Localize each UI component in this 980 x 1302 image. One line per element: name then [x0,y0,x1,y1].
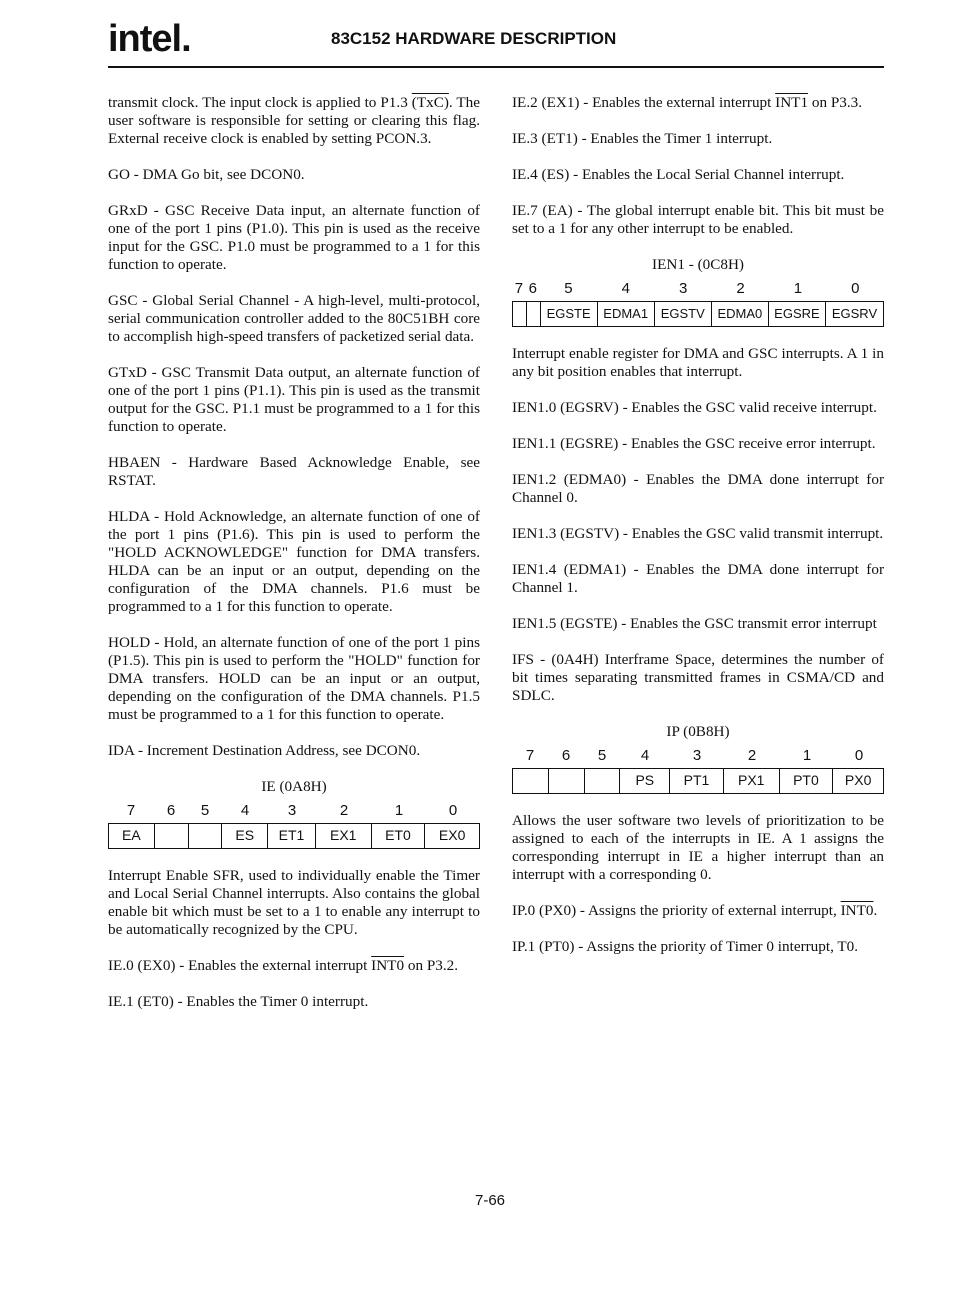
ip-cell: PT1 [670,769,724,793]
ien1-bit-number: 4 [621,280,630,297]
paragraph-ip-description: Allows the user software two levels of prioritization to be assigned to each of the interrupts in IE. A 1 assigns the corresponding interrupt in IE a higher interrupt than an interrupt with a corresponding 0. [512,812,884,883]
ie-bit-number: 0 [448,802,458,819]
ie-cell: ET1 [268,824,316,848]
paragraph-ien1-4: IEN1.4 (EDMA1) - Enables the DMA done interrupt for Channel 1. [512,561,884,596]
int1-signal: INT1 [775,94,809,111]
ie-register-title: IE (0A8H) [261,778,327,795]
paragraph-ien1-0: IEN1.0 (EGSRV) - Enables the GSC valid receive interrupt. [512,399,877,416]
ien1-cell: EGSRE [769,302,826,326]
paragraph-ien1-1: IEN1.1 (EGSRE) - Enables the GSC receive error interrupt. [512,435,876,452]
ien1-bit-number: 0 [851,280,860,297]
ip-bit-number: 4 [640,747,650,764]
ip-cell [549,769,585,793]
paragraph-ien1-description: Interrupt enable register for DMA and GSC interrupts. A 1 in any bit position enables that interrupt. [512,345,884,380]
ien1-bit-number: 2 [736,280,745,297]
intel-logo: intel. [108,18,191,60]
ie-cell: EA [109,824,155,848]
ien1-bit-number: 5 [564,280,573,297]
ie-bit-number: 7 [126,802,136,819]
paragraph-ip1: IP.1 (PT0) - Assigns the priority of Timer 0 interrupt, T0. [512,938,859,955]
ip-register-cells [512,768,884,794]
paragraph-gsc: GSC - Global Serial Channel - A high-level, multi-protocol, serial communication controller added to the 80C51BH core to accomplish high-speed transfers of packetized serial data. [108,292,480,345]
ien1-cell [513,302,527,326]
ip-cell: PS [620,769,670,793]
ien1-cell: EDMA0 [712,302,769,326]
paragraph-grxd: GRxD - GSC Receive Data input, an alternate function of one of the port 1 pins (P1.0). This pin is used as the receive input for the GSC. P1.0 must be programmed to a 1 for this function to operate. [108,202,480,273]
ip-cell: PX0 [844,772,872,788]
ie-cell: ET0 [372,824,426,848]
ie-cell [189,824,223,848]
paragraph-gtxd: GTxD - GSC Transmit Data output, an alternate function of one of the port 1 pins (P1.1). This pin is used as the transmit output for the GSC. P1.1 must be programmed to a 1 for this function to operate. [108,364,480,435]
ie-register-cells [108,823,480,849]
int0-signal: INT0 [371,957,405,974]
paragraph-ie3: IE.3 (ET1) - Enables the Timer 1 interrupt. [512,130,773,147]
ip-register-title: IP (0B8H) [666,723,730,740]
left-column [108,94,480,1029]
paragraph-ien1-5: IEN1.5 (EGSTE) - Enables the GSC transmit error interrupt [512,615,877,632]
paragraph-hold: HOLD - Hold, an alternate function of one of the port 1 pins (P1.5). This pin is used to perform the "HOLD" function for DMA transfers. HOLD can be an input or an output, depending on the configuration of the DMA channels. P1.5 must be programmed to a 1 for this function to operate. [108,634,480,723]
right-column [512,94,884,974]
paragraph-ie-description: Interrupt Enable SFR, used to individually enable the Timer and Local Serial Channel interrupts. Also contains the global enable bit which must be set to a 1 to enable any interrupt to be automatically recognized by the CPU. [108,867,480,938]
ien1-bit-number: 1 [793,280,803,297]
page-number: 7-66 [474,1192,506,1209]
ie-bit-number: 6 [166,802,176,819]
ie-bit-number: 3 [287,802,297,819]
ie-bit-number: 5 [200,802,210,819]
ip-bit-numbers [512,747,884,765]
ien1-cell: EGSTE [541,302,598,326]
ien1-bit-number: 6 [528,280,537,297]
paragraph-ie2: IE.2 (EX1) - Enables the external interrupt INT1 on P3.3. [512,94,863,111]
ien1-cell: EDMA1 [598,302,655,326]
ie-bit-number: 1 [394,802,404,819]
page-header-title: 83C152 HARDWARE DESCRIPTION [331,29,617,48]
ien1-bit-numbers [512,280,884,298]
ip-bit-number: 5 [597,747,607,764]
ip-bit-number: 1 [802,747,812,764]
ie-cell [155,824,189,848]
paragraph-ifs: IFS - (0A4H) Interframe Space, determines the number of bit times separating transmitted frames in CSMA/CD and SDLC. [512,651,884,704]
header-rule [108,66,884,68]
ie-bit-number: 2 [339,802,349,819]
paragraph-hlda: HLDA - Hold Acknowledge, an alternate function of one of the port 1 pins (P1.6). This pin is used to perform the "HOLD ACKNOWLEDGE" function for DMA transfers. HLDA can be an input or an output, depending on the configuration of the DMA channels. P1.6 must be programmed to a 1 for this function to operate. [108,508,480,615]
paragraph-ie4: IE.4 (ES) - Enables the Local Serial Channel interrupt. [512,166,845,183]
ip-cell [513,769,549,793]
ip-cell: PT0 [780,769,834,793]
ien1-cell: EGSRV [831,306,878,321]
ien1-register-title: IEN1 - (0C8H) [652,256,744,273]
paragraph-ida: IDA - Increment Destination Address, see DCON0. [108,742,421,759]
ip-bit-number: 3 [692,747,702,764]
paragraph-ien1-3: IEN1.3 (EGSTV) - Enables the GSC valid transmit interrupt. [512,525,884,542]
ien1-register-cells [512,301,884,327]
ien1-cell [527,302,541,326]
txc-signal: (TxC) [411,94,449,111]
ie-cell: ES [222,824,268,848]
ie-cell: EX0 [438,827,466,843]
ip-bit-number: 6 [561,747,571,764]
ien1-cell: EGSTV [655,302,712,326]
ip-cell [585,769,621,793]
paragraph-go: GO - DMA Go bit, see DCON0. [108,166,305,183]
ien1-bit-number: 7 [514,280,524,297]
ien1-bit-number: 3 [678,280,688,297]
ie-bit-numbers [108,802,480,820]
ie-cell: EX1 [316,824,372,848]
int0-signal: INT0 [840,902,874,919]
ip-bit-number: 2 [747,747,757,764]
paragraph-ip0: IP.0 (PX0) - Assigns the priority of external interrupt, INT0. [512,902,878,919]
ip-cell: PX1 [724,769,780,793]
paragraph-ien1-2: IEN1.2 (EDMA0) - Enables the DMA done interrupt for Channel 0. [512,471,884,506]
ie-bit-number: 4 [240,802,250,819]
ip-bit-number: 7 [525,747,535,764]
paragraph-ie0: IE.0 (EX0) - Enables the external interrupt INT0 on P3.2. [108,957,459,974]
ip-bit-number: 0 [854,747,864,764]
paragraph-hbaen: HBAEN - Hardware Based Acknowledge Enable, see RSTAT. [108,454,480,489]
paragraph-ie7: IE.7 (EA) - The global interrupt enable bit. This bit must be set to a 1 for any other interrupt to be enabled. [512,202,884,237]
paragraph-transmit-clock: transmit clock. The input clock is applied to P1.3 (TxC). The user software is responsible for setting or clearing this flag. External receive clock is enabled by setting PCON.3. [108,94,481,147]
paragraph-ie1: IE.1 (ET0) - Enables the Timer 0 interrupt. [108,993,369,1010]
